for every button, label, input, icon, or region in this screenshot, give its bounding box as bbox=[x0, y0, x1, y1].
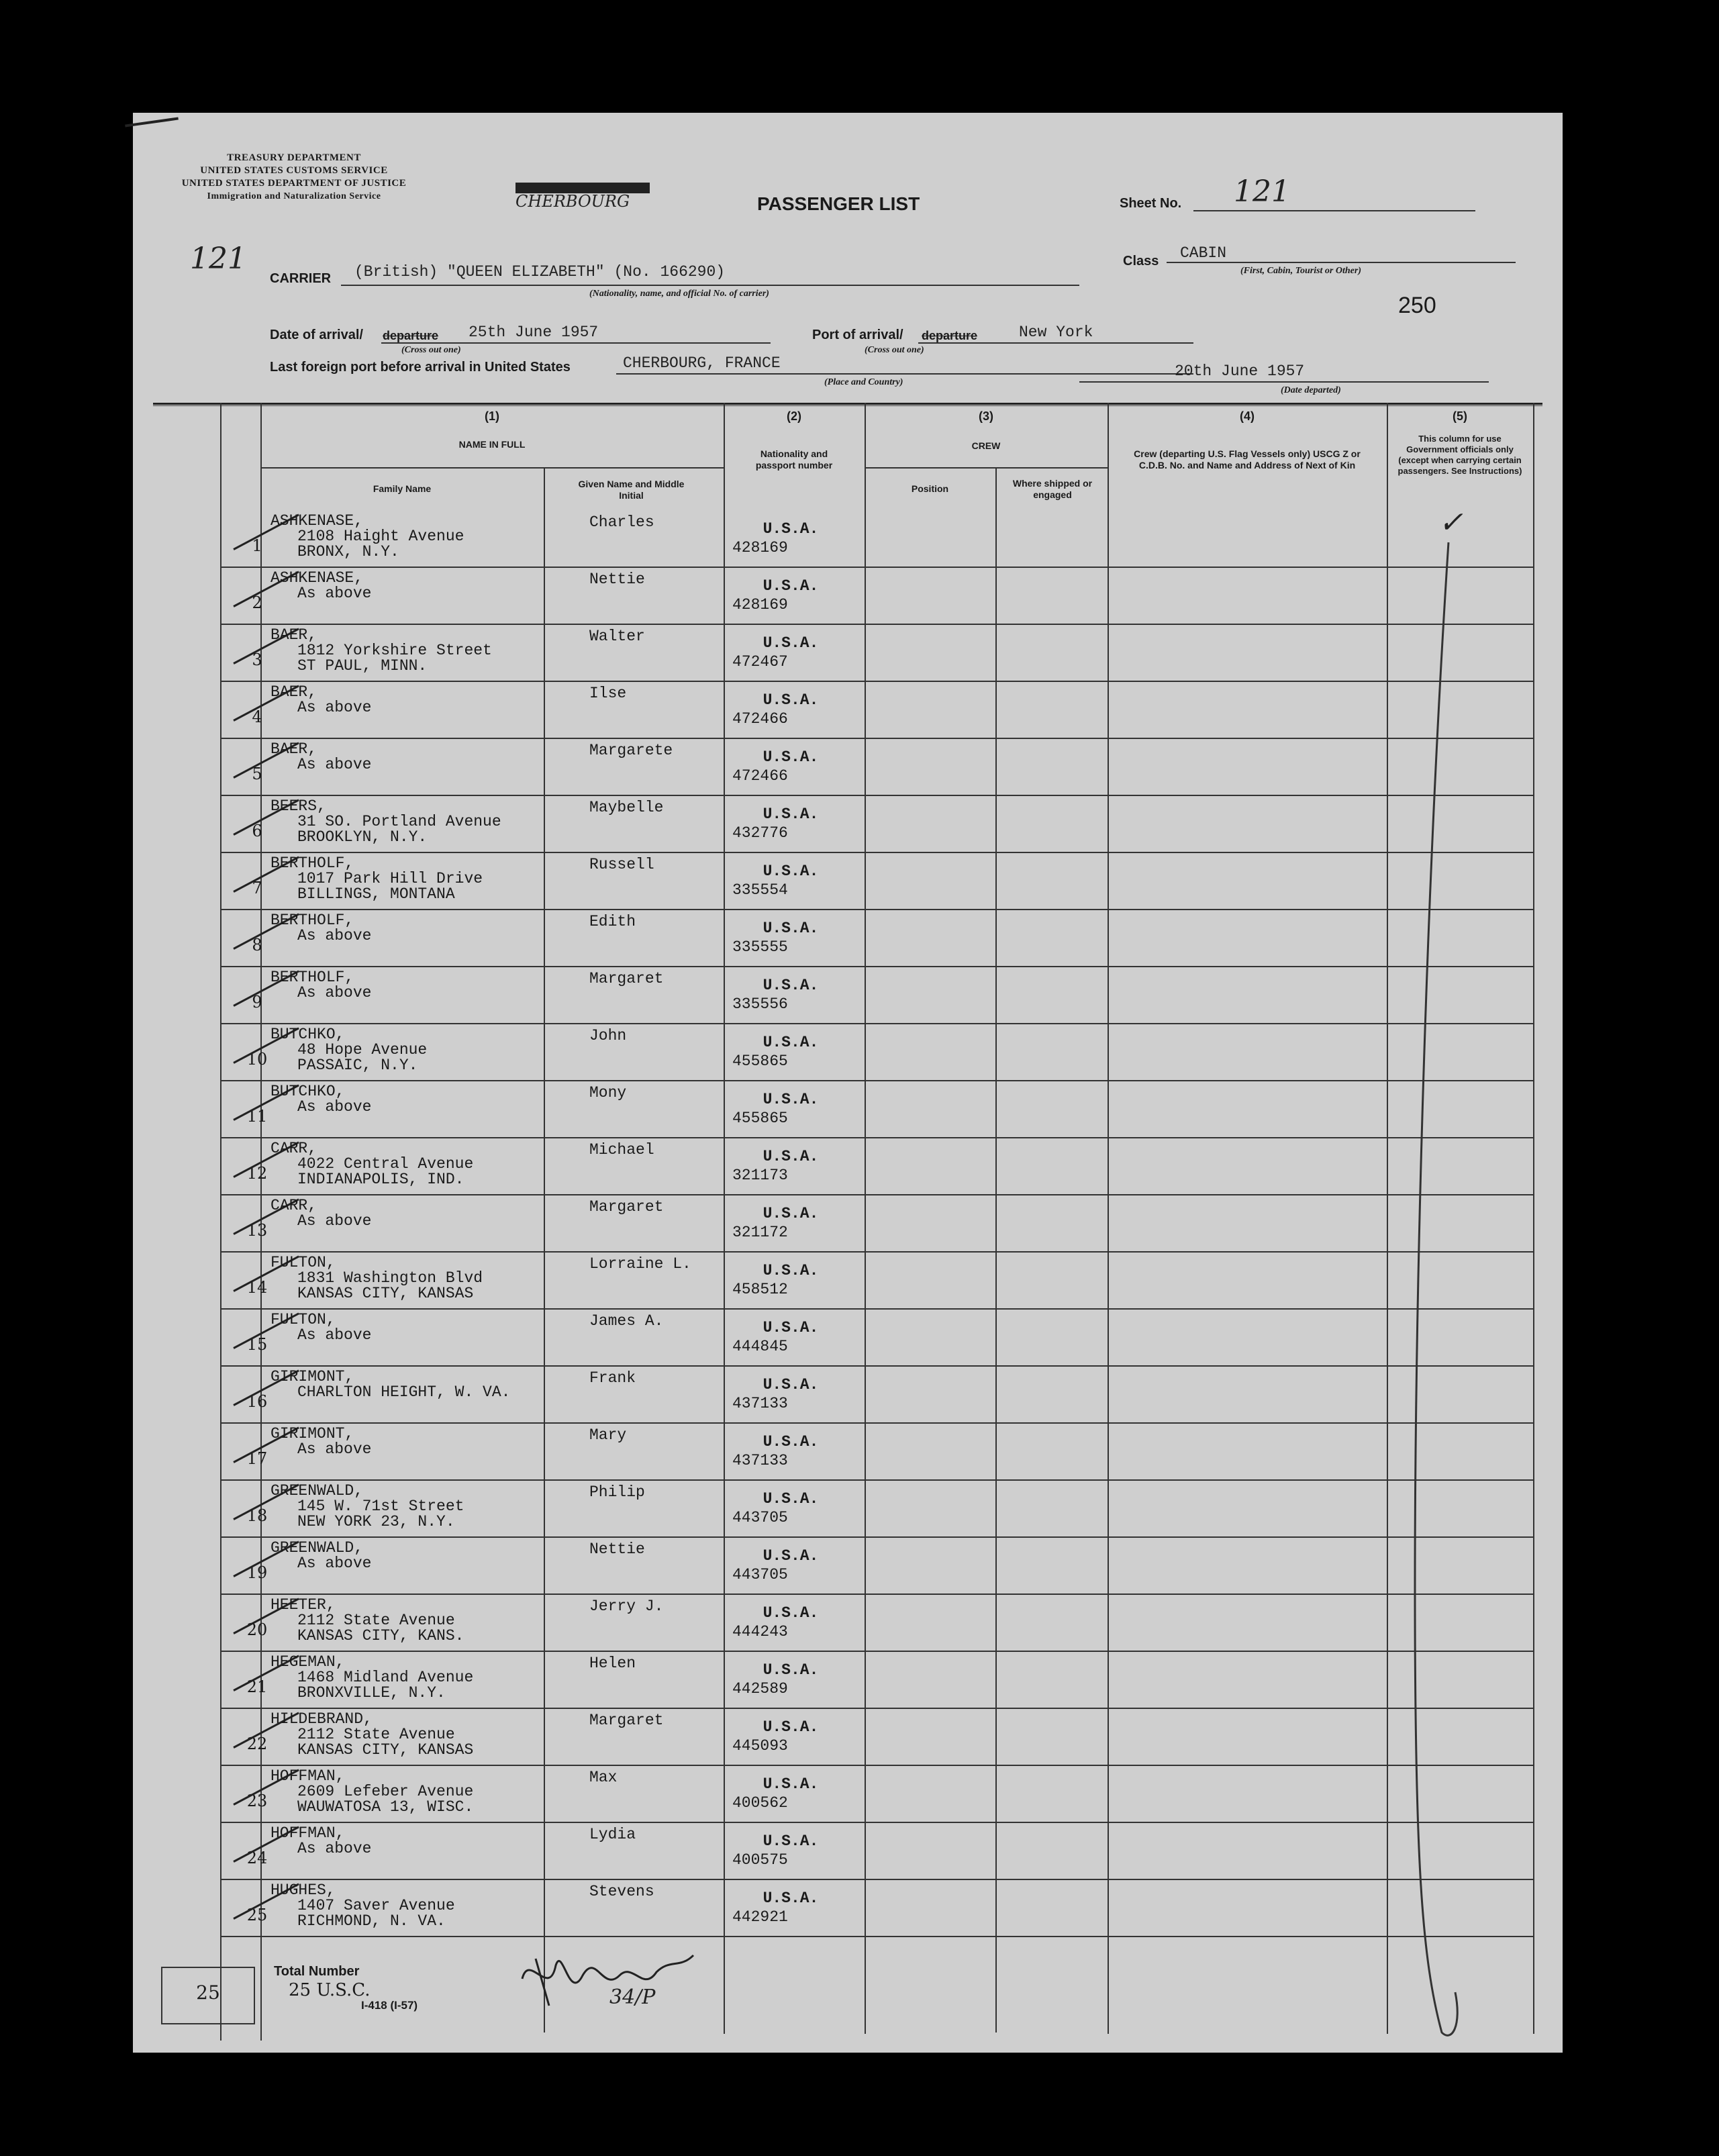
given-name: Max bbox=[589, 1769, 618, 1786]
corner-mark-icon bbox=[125, 117, 179, 127]
table-row bbox=[133, 1253, 1563, 1310]
given-name: Ilse bbox=[589, 685, 627, 702]
given-name: Philip bbox=[589, 1483, 645, 1501]
passport-number: 455865 bbox=[732, 1052, 788, 1070]
passport-number: 458512 bbox=[732, 1281, 788, 1298]
given-name: Margarete bbox=[589, 742, 673, 759]
table-row bbox=[133, 1766, 1563, 1823]
passport-number: 442921 bbox=[732, 1908, 788, 1926]
port-struck: departure bbox=[922, 329, 978, 342]
row-number: 2 bbox=[252, 593, 262, 612]
address-line-1: 145 W. 71st Street bbox=[297, 1498, 464, 1515]
column-given-name: Given Name and Middle Initial bbox=[578, 479, 685, 501]
given-name: Nettie bbox=[589, 571, 645, 588]
row-number: 5 bbox=[252, 765, 262, 783]
family-name: GIRIMONT, bbox=[271, 1425, 354, 1442]
table-row bbox=[133, 1481, 1563, 1538]
nationality: U.S.A. bbox=[763, 1890, 819, 1907]
row-number: 22 bbox=[246, 1734, 268, 1753]
table-row bbox=[133, 1538, 1563, 1595]
row-number: 11 bbox=[246, 1107, 268, 1126]
passport-number: 437133 bbox=[732, 1452, 788, 1469]
departed-value: 20th June 1957 bbox=[1175, 362, 1305, 380]
address-line-1: 2609 Lefeber Avenue bbox=[297, 1783, 474, 1800]
given-name: Walter bbox=[589, 628, 645, 645]
row-number: 17 bbox=[246, 1449, 268, 1468]
lastport-value: CHERBOURG, FRANCE bbox=[623, 354, 781, 372]
given-name: Jerry J. bbox=[589, 1598, 664, 1615]
given-name: Mary bbox=[589, 1426, 627, 1444]
nationality: U.S.A. bbox=[763, 1376, 819, 1393]
row-number: 9 bbox=[252, 993, 262, 1012]
nationality: U.S.A. bbox=[763, 520, 819, 538]
table-row bbox=[133, 1024, 1563, 1081]
table-row bbox=[133, 1652, 1563, 1709]
row-number: 24 bbox=[246, 1849, 268, 1867]
address-line-2: BRONXVILLE, N.Y. bbox=[297, 1684, 446, 1702]
table-row bbox=[133, 1367, 1563, 1424]
arrival-struck: departure bbox=[383, 329, 439, 342]
arrival-caption: (Cross out one) bbox=[401, 345, 461, 355]
address-line-2: PASSAIC, N.Y. bbox=[297, 1057, 418, 1074]
nationality: U.S.A. bbox=[763, 1661, 819, 1679]
arrival-value: 25th June 1957 bbox=[469, 324, 599, 341]
column-position: Position bbox=[911, 483, 949, 494]
row-number: 14 bbox=[246, 1278, 268, 1297]
given-name: Helen bbox=[589, 1655, 636, 1672]
total-box-value: 25 bbox=[196, 1981, 220, 2004]
address-line-2: CHARLTON HEIGHT, W. VA. bbox=[297, 1383, 511, 1401]
column2-number: (2) bbox=[787, 409, 801, 423]
passport-number: 443705 bbox=[732, 1509, 788, 1526]
usc-text: 25 U.S.C. bbox=[289, 1980, 371, 2000]
row-number: 12 bbox=[246, 1164, 268, 1183]
column5-number: (5) bbox=[1453, 409, 1467, 423]
address-line-1: As above bbox=[297, 1840, 372, 1857]
row-number: 1 bbox=[252, 536, 262, 555]
given-name: Margaret bbox=[589, 1712, 664, 1729]
given-name: Stevens bbox=[589, 1883, 654, 1900]
given-name: John bbox=[589, 1027, 627, 1044]
row-number: 18 bbox=[246, 1506, 268, 1525]
family-name: HILDEBRAND, bbox=[271, 1710, 373, 1728]
total-box bbox=[161, 1967, 255, 2024]
passport-number: 321173 bbox=[732, 1167, 788, 1184]
family-name: HOFFMAN, bbox=[271, 1824, 345, 1842]
column1-title: NAME IN FULL bbox=[458, 439, 526, 450]
given-name: Lydia bbox=[589, 1826, 636, 1843]
lastport-caption: (Place and Country) bbox=[824, 377, 903, 387]
nationality: U.S.A. bbox=[763, 1490, 819, 1508]
nationality: U.S.A. bbox=[763, 1433, 819, 1451]
total-label: Total Number bbox=[274, 1964, 360, 1979]
row-number: 16 bbox=[246, 1392, 268, 1411]
address-line-1: As above bbox=[297, 699, 372, 716]
passport-number: 400562 bbox=[732, 1794, 788, 1812]
address-line-1: As above bbox=[297, 1440, 372, 1458]
carrier-value: (British) "QUEEN ELIZABETH" (No. 166290) bbox=[354, 263, 726, 281]
family-name: BUTCHKO, bbox=[271, 1026, 345, 1043]
given-name: Maybelle bbox=[589, 799, 664, 816]
passport-number: 472467 bbox=[732, 653, 788, 671]
row-number: 6 bbox=[252, 822, 262, 840]
address-line-1: 2112 State Avenue bbox=[297, 1612, 455, 1629]
nationality: U.S.A. bbox=[763, 863, 819, 880]
family-name: BEERS, bbox=[271, 797, 326, 815]
address-line-1: 1812 Yorkshire Street bbox=[297, 642, 492, 659]
passport-number: 437133 bbox=[732, 1395, 788, 1412]
table-row bbox=[133, 1880, 1563, 1937]
carrier-label: CARRIER bbox=[270, 271, 332, 286]
given-name: Margaret bbox=[589, 1198, 664, 1216]
table-row bbox=[133, 1595, 1563, 1652]
family-name: ASHKENASE, bbox=[271, 569, 364, 587]
address-line-1: 31 SO. Portland Avenue bbox=[297, 813, 501, 830]
sheet-number: 121 bbox=[1234, 175, 1290, 209]
table-row bbox=[133, 1709, 1563, 1766]
agency-line: UNITED STATES DEPARTMENT OF JUSTICE bbox=[181, 178, 407, 189]
passport-number: 455865 bbox=[732, 1110, 788, 1127]
row-divider bbox=[220, 1936, 1533, 1937]
given-name: Charles bbox=[589, 513, 654, 531]
nationality: U.S.A. bbox=[763, 1148, 819, 1165]
passenger-list-document bbox=[133, 113, 1563, 2053]
nationality: U.S.A. bbox=[763, 1319, 819, 1336]
sheet-label: Sheet No. bbox=[1120, 196, 1182, 211]
family-name: BAER, bbox=[271, 740, 317, 758]
given-name: Lorraine L. bbox=[589, 1255, 691, 1273]
agency-line: Immigration and Naturalization Service bbox=[207, 191, 381, 201]
pen-stroke-line bbox=[1388, 516, 1542, 2046]
passport-number: 442589 bbox=[732, 1680, 788, 1698]
given-name: Michael bbox=[589, 1141, 654, 1159]
passport-number: 443705 bbox=[732, 1566, 788, 1583]
family-name: HOFFMAN, bbox=[271, 1767, 345, 1785]
nationality: U.S.A. bbox=[763, 1262, 819, 1279]
form-number: I-418 (I-57) bbox=[361, 1999, 418, 2012]
given-name: Nettie bbox=[589, 1540, 645, 1558]
passport-number: 400575 bbox=[732, 1851, 788, 1869]
row-number: 3 bbox=[252, 650, 262, 669]
port-caption: (Cross out one) bbox=[865, 345, 924, 355]
family-name: ASHKENASE, bbox=[271, 512, 364, 530]
column4-title: Crew (departing U.S. Flag Vessels only) USCG Z or C.D.B. No. and Name and Address of Next of Kin bbox=[1134, 448, 1361, 471]
table-row bbox=[133, 568, 1563, 625]
nationality: U.S.A. bbox=[763, 1547, 819, 1565]
address-line-1: As above bbox=[297, 1326, 372, 1344]
column-where-shipped: Where shipped or engaged bbox=[1012, 478, 1093, 500]
passport-number: 472466 bbox=[732, 767, 788, 785]
family-name: CARR, bbox=[271, 1140, 317, 1157]
family-name: HEGEMAN, bbox=[271, 1653, 345, 1671]
agency-line: UNITED STATES CUSTOMS SERVICE bbox=[200, 165, 388, 176]
margin-number: 121 bbox=[190, 242, 246, 276]
address-line-2: RICHMOND, N. VA. bbox=[297, 1912, 446, 1930]
row-number: 7 bbox=[252, 879, 262, 897]
arrival-label: Date of arrival/ bbox=[270, 328, 363, 342]
table-row bbox=[133, 625, 1563, 682]
family-name: HEETER, bbox=[271, 1596, 336, 1614]
row-number: 8 bbox=[252, 936, 262, 954]
passport-number: 428169 bbox=[732, 596, 788, 614]
class-value: CABIN bbox=[1180, 244, 1227, 262]
lastport-label: Last foreign port before arrival in United States bbox=[270, 360, 571, 375]
nationality: U.S.A. bbox=[763, 634, 819, 652]
given-name: Mony bbox=[589, 1084, 627, 1101]
family-name: GREENWALD, bbox=[271, 1539, 364, 1557]
nationality: U.S.A. bbox=[763, 577, 819, 595]
family-name: BAER, bbox=[271, 683, 317, 701]
address-line-2: BROOKLYN, N.Y. bbox=[297, 828, 428, 846]
address-line-1: 1017 Park Hill Drive bbox=[297, 870, 483, 887]
nationality: U.S.A. bbox=[763, 1604, 819, 1622]
address-line-1: 1468 Midland Avenue bbox=[297, 1669, 474, 1686]
address-line-1: 2108 Haight Avenue bbox=[297, 528, 464, 545]
table-row bbox=[133, 1310, 1563, 1367]
address-line-2: ST PAUL, MINN. bbox=[297, 657, 428, 675]
family-name: BUTCHKO, bbox=[271, 1083, 345, 1100]
family-name: BERTHOLF, bbox=[271, 969, 354, 986]
address-line-2: NEW YORK 23, N.Y. bbox=[297, 1513, 455, 1530]
address-line-2: BILLINGS, MONTANA bbox=[297, 885, 455, 903]
table-row bbox=[133, 1823, 1563, 1880]
row-number: 4 bbox=[252, 707, 262, 726]
count-number: 250 bbox=[1398, 293, 1436, 318]
column3-number: (3) bbox=[979, 409, 993, 423]
agency-header bbox=[160, 152, 428, 203]
passport-number: 428169 bbox=[732, 539, 788, 556]
table-row bbox=[133, 511, 1563, 568]
nationality: U.S.A. bbox=[763, 1832, 819, 1850]
nationality: U.S.A. bbox=[763, 1091, 819, 1108]
column1-number: (1) bbox=[485, 409, 499, 423]
row-number: 19 bbox=[246, 1563, 268, 1582]
passport-number: 445093 bbox=[732, 1737, 788, 1755]
departed-caption: (Date departed) bbox=[1281, 385, 1341, 395]
row-number: 10 bbox=[246, 1050, 268, 1069]
table-row bbox=[133, 1424, 1563, 1481]
column-family-name: Family Name bbox=[373, 483, 432, 494]
column3-title: CREW bbox=[971, 440, 1001, 451]
address-line-1: As above bbox=[297, 756, 372, 773]
page-title: PASSENGER LIST bbox=[757, 193, 920, 214]
handwritten-note: 34/P bbox=[609, 1986, 656, 2009]
port-label: Port of arrival/ bbox=[812, 328, 903, 342]
address-line-1: 1407 Saver Avenue bbox=[297, 1897, 455, 1914]
class-caption: (First, Cabin, Tourist or Other) bbox=[1240, 266, 1361, 276]
address-line-1: As above bbox=[297, 1212, 372, 1230]
row-number: 21 bbox=[246, 1677, 268, 1696]
address-line-2: BRONX, N.Y. bbox=[297, 543, 399, 560]
passport-number: 335556 bbox=[732, 995, 788, 1013]
family-name: HUGHES, bbox=[271, 1881, 336, 1899]
table-row bbox=[133, 967, 1563, 1024]
table-row bbox=[133, 739, 1563, 796]
family-name: GIRIMONT, bbox=[271, 1368, 354, 1385]
given-name: Edith bbox=[589, 913, 636, 930]
table-row bbox=[133, 796, 1563, 853]
address-line-1: As above bbox=[297, 585, 372, 602]
passport-number: 335554 bbox=[732, 881, 788, 899]
family-name: BERTHOLF, bbox=[271, 854, 354, 872]
family-name: CARR, bbox=[271, 1197, 317, 1214]
given-name: James A. bbox=[589, 1312, 664, 1330]
address-line-1: 48 Hope Avenue bbox=[297, 1041, 428, 1059]
address-line-2: KANSAS CITY, KANSAS bbox=[297, 1741, 474, 1759]
address-line-2: WAUWATOSA 13, WISC. bbox=[297, 1798, 474, 1816]
address-line-1: 1831 Washington Blvd bbox=[297, 1269, 483, 1287]
table-row bbox=[133, 1081, 1563, 1138]
nationality: U.S.A. bbox=[763, 691, 819, 709]
column2-title: Nationality and passport number bbox=[755, 448, 833, 471]
nationality: U.S.A. bbox=[763, 748, 819, 766]
address-line-2: KANSAS CITY, KANS. bbox=[297, 1627, 464, 1645]
nationality: U.S.A. bbox=[763, 1205, 819, 1222]
address-line-1: 2112 State Avenue bbox=[297, 1726, 455, 1743]
table-row bbox=[133, 1138, 1563, 1195]
passport-number: 472466 bbox=[732, 710, 788, 728]
given-name: Russell bbox=[589, 856, 654, 873]
passport-number: 335555 bbox=[732, 938, 788, 956]
table-row bbox=[133, 853, 1563, 910]
table-row bbox=[133, 682, 1563, 739]
row-number: 23 bbox=[246, 1792, 268, 1810]
port-value: New York bbox=[1019, 324, 1093, 341]
carrier-caption: (Nationality, name, and official No. of carrier) bbox=[589, 289, 769, 299]
family-name: FULTON, bbox=[271, 1311, 336, 1328]
passport-number: 444845 bbox=[732, 1338, 788, 1355]
passport-number: 432776 bbox=[732, 824, 788, 842]
nationality: U.S.A. bbox=[763, 805, 819, 823]
family-name: GREENWALD, bbox=[271, 1482, 364, 1500]
column4-number: (4) bbox=[1240, 409, 1255, 423]
address-line-1: As above bbox=[297, 927, 372, 944]
passport-number: 321172 bbox=[732, 1224, 788, 1241]
class-label: Class bbox=[1123, 254, 1159, 268]
address-line-1: As above bbox=[297, 1098, 372, 1116]
table-row bbox=[133, 1195, 1563, 1253]
row-number: 25 bbox=[246, 1906, 268, 1924]
row-number: 20 bbox=[246, 1620, 268, 1639]
passport-number: 444243 bbox=[732, 1623, 788, 1640]
nationality: U.S.A. bbox=[763, 1775, 819, 1793]
table-row bbox=[133, 910, 1563, 967]
agency-line: TREASURY DEPARTMENT bbox=[227, 152, 361, 163]
address-line-2: INDIANAPOLIS, IND. bbox=[297, 1171, 464, 1188]
family-name: BERTHOLF, bbox=[271, 912, 354, 929]
column5-title: This column for use Government officials only (except when carrying certain passengers. See Instructions) bbox=[1397, 434, 1522, 476]
row-number: 13 bbox=[246, 1221, 268, 1240]
address-line-1: As above bbox=[297, 984, 372, 1001]
nationality: U.S.A. bbox=[763, 977, 819, 994]
nationality: U.S.A. bbox=[763, 920, 819, 937]
port-handwritten: CHERBOURG bbox=[515, 192, 630, 211]
given-name: Frank bbox=[589, 1369, 636, 1387]
address-line-2: KANSAS CITY, KANSAS bbox=[297, 1285, 474, 1302]
given-name: Margaret bbox=[589, 970, 664, 987]
checkmark-icon: ✓ bbox=[1438, 505, 1463, 540]
family-name: FULTON, bbox=[271, 1254, 336, 1271]
nationality: U.S.A. bbox=[763, 1718, 819, 1736]
row-number: 15 bbox=[246, 1335, 268, 1354]
nationality: U.S.A. bbox=[763, 1034, 819, 1051]
family-name: BAER, bbox=[271, 626, 317, 644]
address-line-1: 4022 Central Avenue bbox=[297, 1155, 474, 1173]
address-line-1: As above bbox=[297, 1555, 372, 1572]
